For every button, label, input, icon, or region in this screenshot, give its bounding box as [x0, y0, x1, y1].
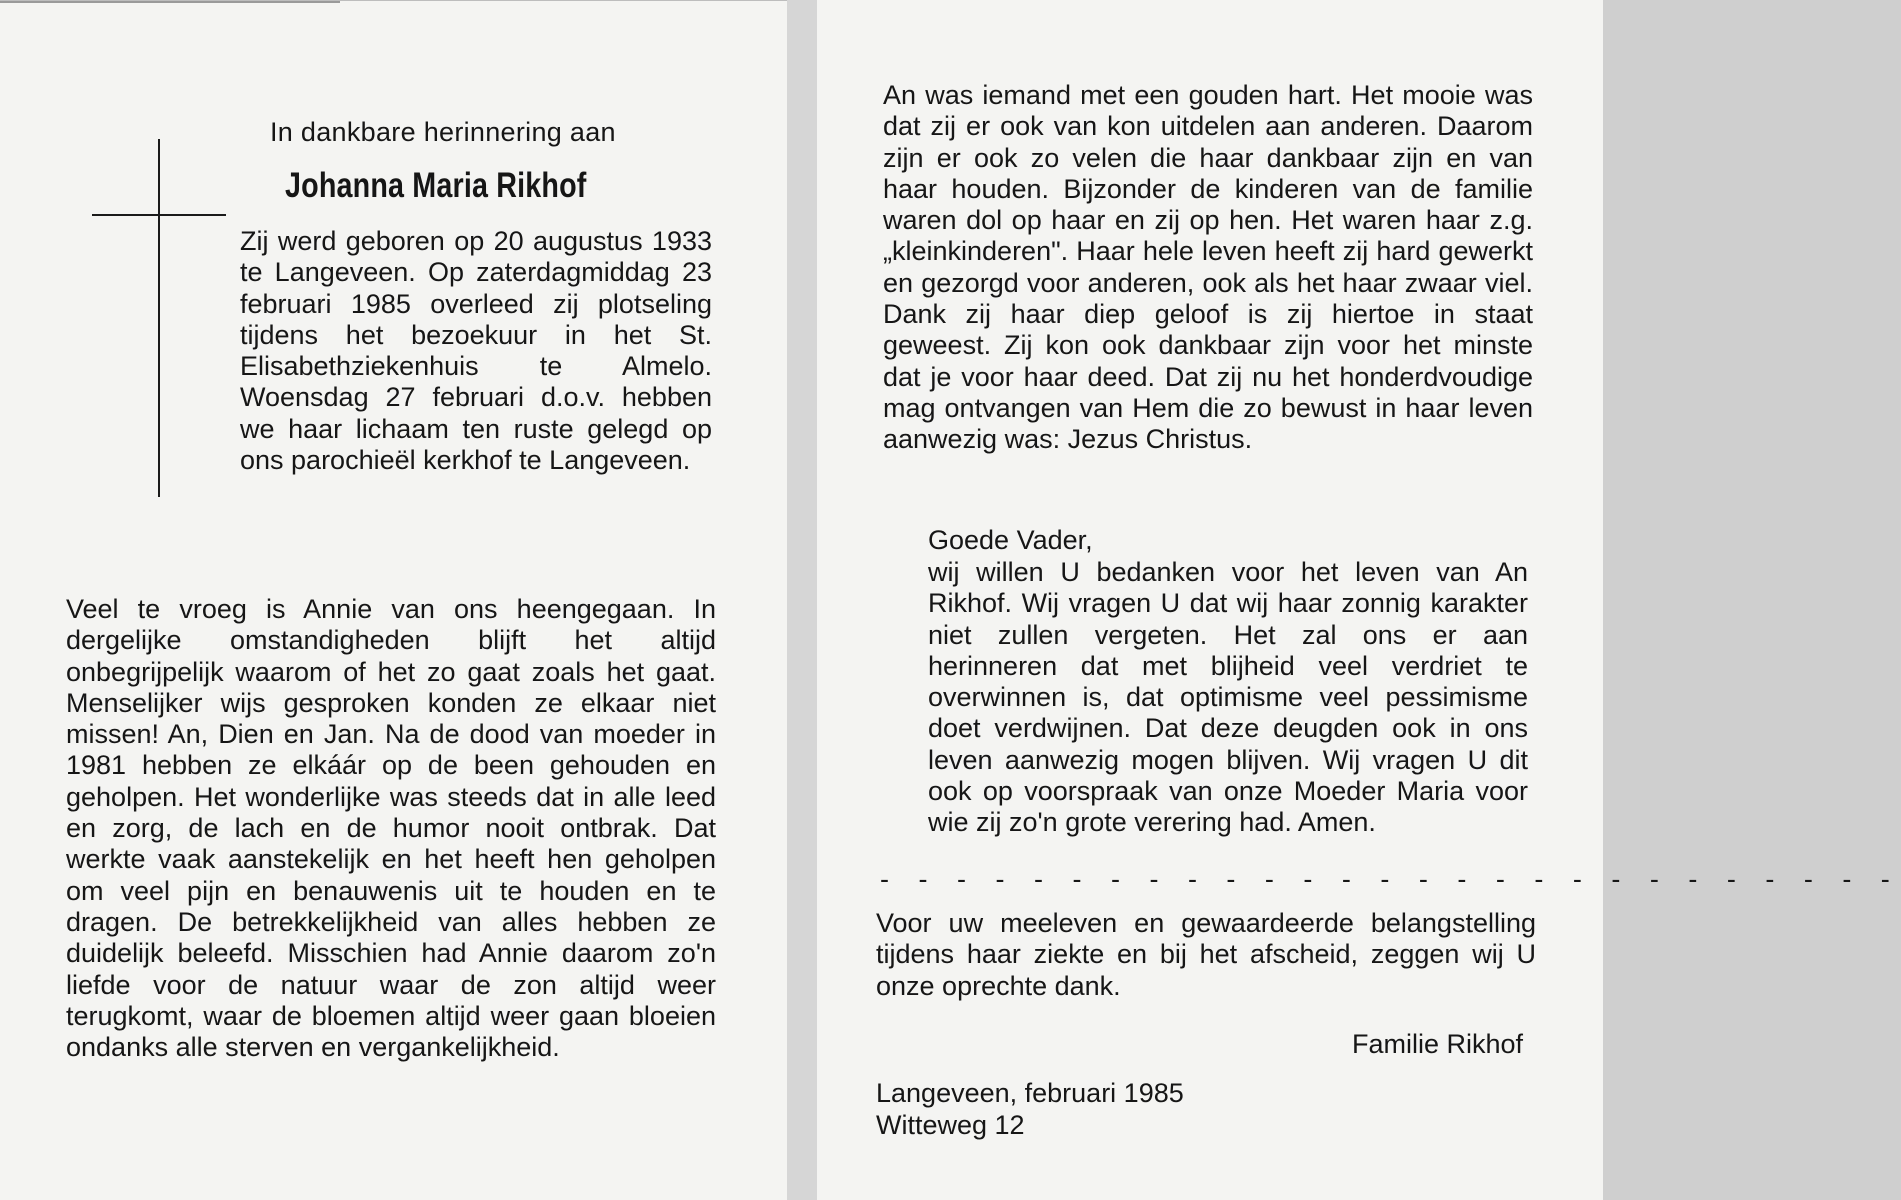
tribute-text: Veel te vroeg is Annie van ons heengegaan. In dergelijke omstandigheden blijft het altijd onbegrijpelijk waarom of het zo gaat zoals het gaat. Menselijker wijs gesproken konden ze elkaar niet missen! An, Dien en Jan. Na de dood van moeder in 1981 hebben ze elkáár op de been gehouden en geholpen. Het wonderlijke was steeds dat in alle leed en zorg, de lach en de humor nooit ontbrak. Dat werkte vaak aanstekelijk en het heeft hen geholpen om veel pijn en benauwenis uit te houden en te dragen. De betrekkelijkheid van alles hebben ze duidelijk beleefd. Misschien had Annie daarom zo'n liefde voor de natuur waar de zon altijd weer terugkomt, waar de bloemen altijd weer gaan bloeien ondanks alle sterven en vergankelijkheid.: [66, 594, 716, 1063]
top-edge-line: [0, 1, 340, 3]
memorial-card-front: [0, 0, 787, 1200]
prayer-text: wij willen U bedanken voor het leven van An Rikhof. Wij vragen U dat wij haar zonnig karakter niet zullen vergeten. Het zal ons er aan herinneren dat met blijheid veel verdriet te overwinnen is, dat optimisme veel pessimisme doet verdwijnen. Dat deze deugden ook in ons leven aanwezig mogen blijven. Wij vragen U dit ook op voorspraak van onze Moeder Maria voor wie zij zo'n grote verering had. Amen.: [928, 557, 1528, 838]
thanks-text: Voor uw meeleven en gewaardeerde belangstelling tijdens haar ziekte en bij het afscheid, zeggen wij U onze oprechte dank.: [876, 908, 1536, 1001]
family-signature: Familie Rikhof: [1351, 1029, 1523, 1059]
remembrance-text: An was iemand met een gouden hart. Het mooie was dat zij er ook van kon uitdelen aan anderen. Daarom zijn er ook zo velen die haar dankbaar zijn en van haar houden. Bijzonder de kinderen van de familie waren dol op haar en zij op hen. Het waren haar z.g. „kleinkinderen". Haar hele leven heeft zij hard gewerkt en gezorgd voor anderen, ook als het haar zwaar viel. Dank zij haar diep geloof is zij hiertoe in staat geweest. Zij kon ook dankbaar zijn voor het minste dat je voor haar deed. Dat zij nu het honderdvoudige mag ontvangen van Hem die zo bewust in haar leven aanwezig was: Jezus Christus.: [883, 80, 1533, 455]
biography-text: Zij werd geboren op 20 augustus 1933 te Langeveen. Op zaterdagmiddag 23 februari 1985 overleed zij plotseling tijdens het bezoekuur in het St. Elisabethziekenhuis te Almelo. Woensdag 27 februari d.o.v. hebben we haar lichaam ten ruste gelegd op ons parochieël kerkhof te Langeveen.: [240, 226, 712, 476]
dashed-separator: - - - - - - - - - - - - - - - - - - - - - - - - - - -: [880, 864, 1901, 894]
intro-line: In dankbare herinnering aan: [270, 117, 616, 147]
place-date: Langeveen, februari 1985: [876, 1078, 1184, 1108]
cross-icon-horizontal: [92, 214, 226, 216]
address: Witteweg 12: [876, 1110, 1025, 1140]
cross-icon-vertical: [158, 139, 160, 497]
prayer-title: Goede Vader,: [928, 525, 1093, 555]
deceased-name: Johanna Maria Rikhof: [285, 166, 587, 205]
memorial-card-back: [817, 0, 1901, 1200]
